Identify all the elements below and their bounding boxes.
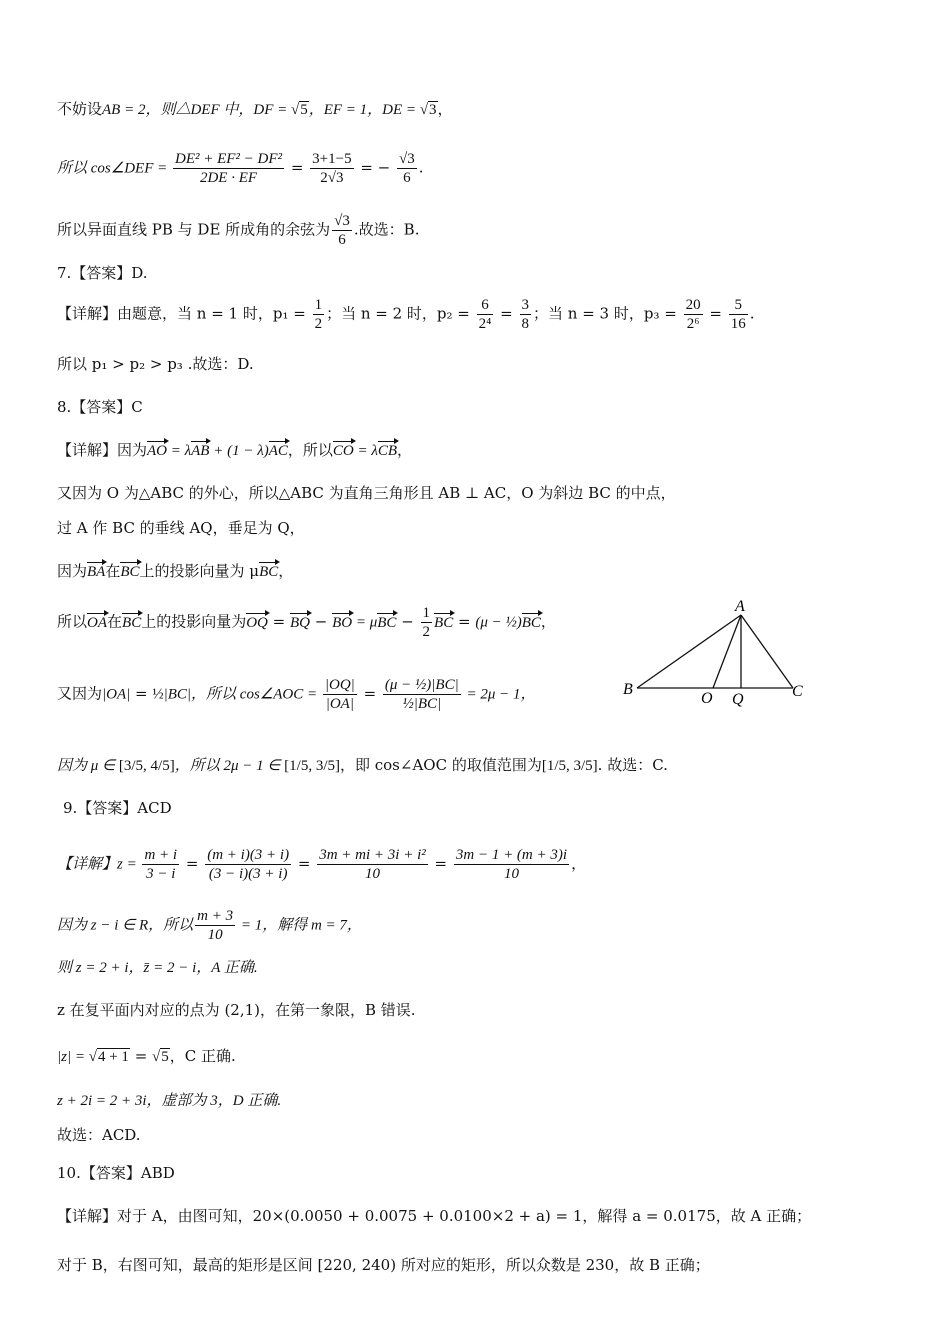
text-line-5: 【详解】由题意，当 n = 1 时，p₁ = $\frac{1}{2}$ ；当 n = 2 时，p₂ = $\frac{6}{\text{2⁴}}$ = $\frac{3}{8}$ ；当 n = 3 时，p₃ = $\frac{20}{\text{2⁶}}$ = $\frac{5}{16}$ . [57, 297, 755, 332]
label-c: C [792, 683, 803, 700]
text-line-11: 因为BA在BC上的投影向量为 μBC， [57, 562, 294, 580]
text-line-8: 【详解】因为AO = λAB + (1 − λ)AC，所以CO = λCB， [57, 441, 413, 459]
text-line-3: 所以异面直线 PB 与 DE 所成角的余弦为 $\frac{√3}{6}$ .故选：B. [57, 213, 420, 248]
text-line-16: 【详解】z = $\frac{m + i}{3 - i}$ = $\frac{(m + i)(3 + i)}{(3 - i)(3 + i)}$ = $\frac{\text{3m + mi + 3i + i²}}{10}$ = $\frac{3m - 1 + (m + 3)i}{10}$ ， [57, 847, 587, 882]
text-line-14: 因为 μ ∈ [3/5, 4/5]，所以 2μ − 1 ∈ [1/5, 3/5]，即 cos∠AOC 的取值范围为[1/5, 3/5]. 故选：C. [57, 756, 668, 774]
edge-ac [741, 615, 793, 688]
text-line-22: 故选：ACD. [57, 1126, 141, 1144]
text-line-9: 又因为 O 为△ABC 的外心，所以△ABC 为直角三角形且 AB ⊥ AC，O 为斜边 BC 的中点， [57, 484, 676, 502]
label-a: A [735, 598, 745, 615]
answer-7: 7.【答案】D. [57, 264, 148, 282]
label-o: O [701, 690, 713, 707]
text-line-17: 因为 z − i ∈ R，所以 $\frac{m + 3}{10}$ = 1，解得 m = 7， [57, 908, 362, 943]
answer-8: 8.【答案】C [57, 398, 143, 416]
text-line-6: 所以 p₁ > p₂ > p₃ .故选：D. [57, 355, 254, 373]
text-line-21: z + 2i = 2 + 3i，虚部为 3，D 正确. [57, 1093, 282, 1109]
text-line-13: 又因为|OA| = ½|BC|，所以 cos∠AOC = $\frac{|OQ|}{|OA|}$ = $\frac{\text{(μ − ½)|BC|}}{\text{½|BC|}}$ = 2μ − 1， [57, 677, 536, 712]
text-line-18: 则 z = 2 + i，z̄ = 2 − i，A 正确. [57, 960, 258, 976]
edge-ab [637, 615, 741, 688]
text-line-2: 所以 cos∠DEF = $\frac{\text{DE² + EF² − DF²}}{2DE \cdot EF}$ = $\frac{3+1-5}{2√3}$ = − $\frac{√3}{6}$ . [57, 151, 424, 186]
text-line-1: 不妨设AB = 2，则△DEF 中，DF = √5，EF = 1，DE = √3， [57, 100, 453, 118]
triangle-figure [615, 595, 820, 710]
text-line-10: 过 A 作 BC 的垂线 AQ，垂足为 Q， [57, 519, 305, 537]
answer-9: 9.【答案】ACD [63, 799, 172, 817]
text-line-24: 【详解】对于 A，由图可知，20×(0.0050 + 0.0075 + 0.0100×2 + a) = 1，解得 a = 0.0175，故 A 正确； [57, 1207, 812, 1225]
label-b: B [623, 681, 633, 698]
label-q: Q [732, 691, 744, 708]
text-line-20: |z| = √4 + 1 = √5，C 正确. [57, 1047, 236, 1065]
text-line-25: 对于 B，右图可知，最高的矩形是区间 [220, 240) 所对应的矩形，所以众数是 230，故 B 正确； [57, 1256, 710, 1274]
text-line-19: z 在复平面内对应的点为 (2,1)，在第一象限，B 错误. [57, 1001, 416, 1019]
text-line-12: 所以OA在BC上的投影向量为OQ = BQ − BO = μBC − $\frac{1}{2}$ BC = (μ − ½)BC， [57, 605, 556, 640]
answer-10: 10.【答案】ABD [57, 1164, 175, 1182]
segment-ao [713, 615, 741, 688]
